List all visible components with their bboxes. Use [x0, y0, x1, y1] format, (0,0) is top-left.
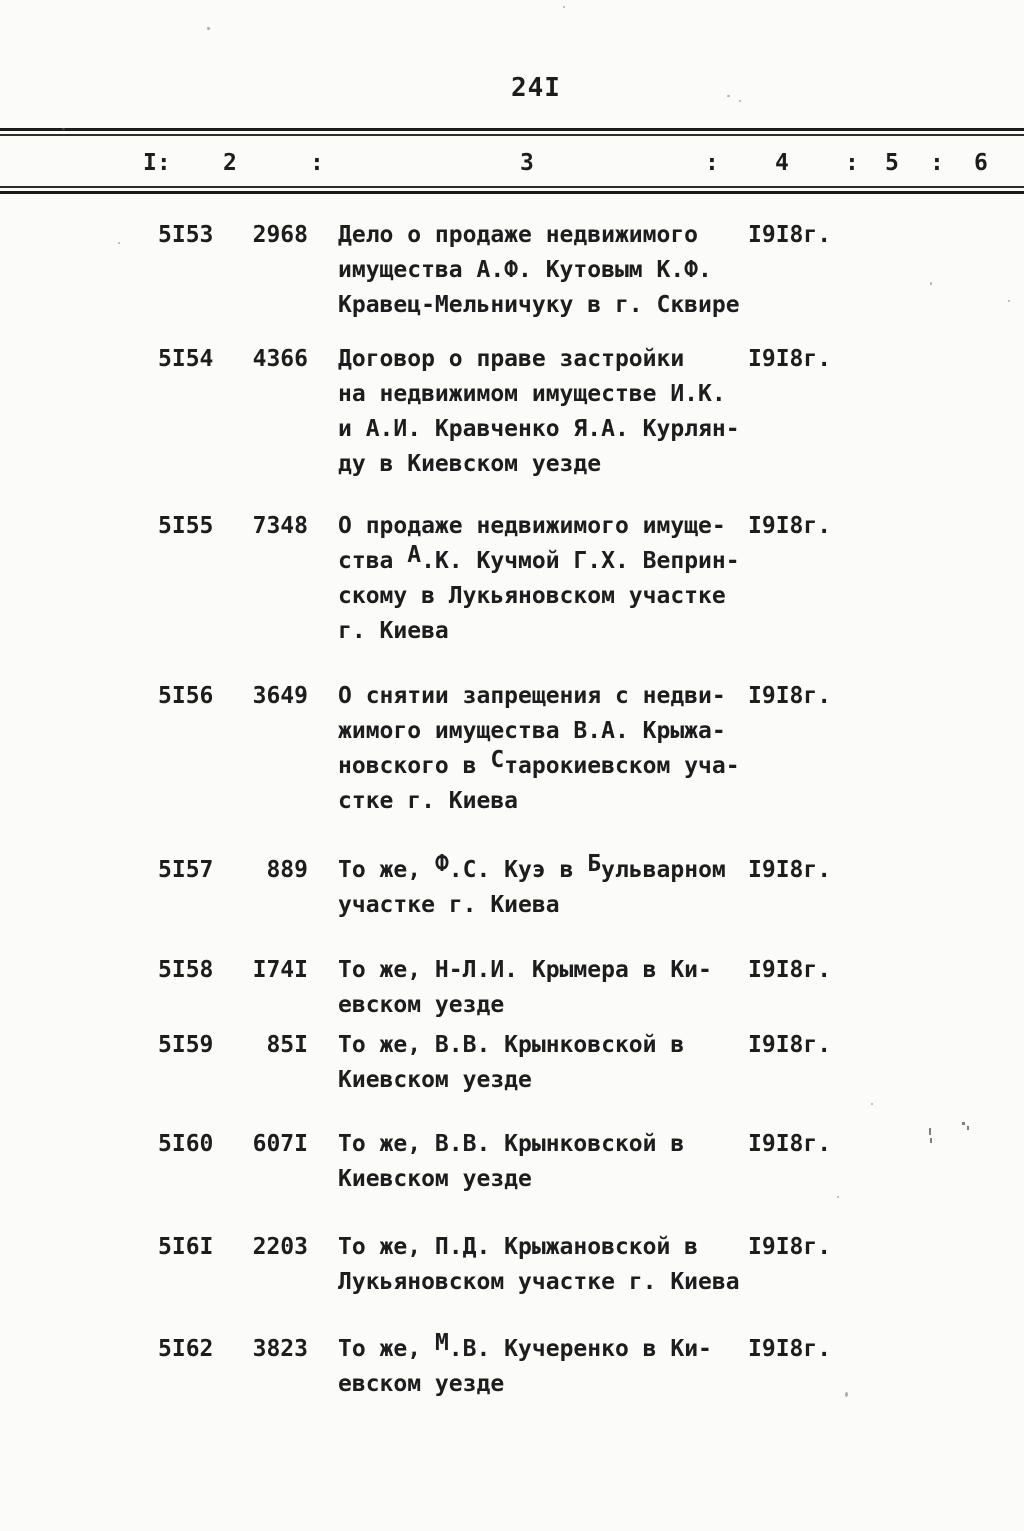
case-title-line: Кравец-Мельничуку в г. Сквире — [338, 292, 740, 318]
case-title-line: То же, М.В. Кучеренко в Ки- — [338, 1330, 712, 1362]
row-number: 5I53 — [158, 222, 214, 248]
old-file-number: I74I — [252, 957, 308, 983]
case-year: I9I8г. — [748, 1032, 832, 1058]
row-number: 5I59 — [158, 1032, 214, 1058]
case-title — [338, 509, 740, 649]
case-title-line: ства А.К. Кучмой Г.Х. Веприн- — [338, 542, 740, 574]
column-header-1: I: — [143, 150, 171, 176]
case-title-line: О снятии запрещения с недви- — [338, 683, 726, 709]
case-title-line: Киевском уезде — [338, 1166, 532, 1192]
scan-speckle — [118, 242, 120, 244]
case-title-line: Киевском уезде — [338, 1067, 532, 1093]
scan-speckle — [837, 1196, 839, 1198]
case-title — [338, 853, 726, 923]
case-title-line: имущества А.Ф. Кутовым К.Ф. — [338, 257, 712, 283]
case-year: I9I8г. — [748, 857, 832, 883]
table-header-row — [0, 146, 1024, 181]
row-number: 5I55 — [158, 513, 214, 539]
case-year: I9I8г. — [748, 513, 832, 539]
case-title — [338, 953, 712, 1023]
scan-speckle — [62, 128, 65, 130]
case-title-line: скому в Лукьяновском участке — [338, 583, 726, 609]
case-title-line: на недвижимом имуществе И.К. — [338, 381, 726, 407]
scan-speckle — [871, 1103, 873, 1105]
column-separator: : — [705, 150, 719, 176]
case-year: I9I8г. — [748, 1234, 832, 1260]
row-number: 5I56 — [158, 683, 214, 709]
old-file-number: 85I — [266, 1032, 308, 1058]
row-number: 5I54 — [158, 346, 214, 372]
case-year: I9I8г. — [748, 346, 832, 372]
case-title — [338, 1028, 684, 1098]
case-title-line: То же, Ф.С. Куэ в Бульварном — [338, 851, 726, 883]
old-file-number: 7348 — [252, 513, 308, 539]
case-title-line: Договор о праве застройки — [338, 346, 685, 372]
case-title-line: евском уезде — [338, 992, 505, 1018]
table-top-rule-double — [0, 134, 1024, 136]
case-title-line: участке г. Киева — [338, 892, 560, 918]
row-number: 5I60 — [158, 1131, 214, 1157]
case-title — [338, 1332, 712, 1402]
old-file-number: 607I — [252, 1131, 308, 1157]
page-number: 24I — [511, 73, 561, 103]
column-separator: : — [930, 150, 944, 176]
case-title — [338, 679, 740, 819]
case-title-line: г. Киева — [338, 618, 449, 644]
case-title — [338, 218, 740, 323]
scan-speckle — [727, 95, 730, 97]
case-title-line: О продаже недвижимого имуще- — [338, 513, 726, 539]
old-file-number: 2203 — [252, 1234, 308, 1260]
header-bottom-rule-double — [0, 186, 1024, 188]
case-title-line: Лукьяновском участке г. Киева — [338, 1269, 740, 1295]
case-title-line: евском уезде — [338, 1371, 505, 1397]
column-header-2: 2 — [223, 150, 237, 176]
case-title-line: жимого имущества В.А. Крыжа- — [338, 718, 726, 744]
case-title-line: То же, В.В. Крынковской в — [338, 1032, 685, 1058]
case-title — [338, 1230, 740, 1300]
case-year: I9I8г. — [748, 222, 832, 248]
old-file-number: 889 — [266, 857, 308, 883]
case-title-line: То же, В.В. Крынковской в — [338, 1131, 685, 1157]
column-header-6: 6 — [974, 150, 988, 176]
table-top-rule — [0, 128, 1024, 131]
case-title-line: Дело о продаже недвижимого — [338, 222, 699, 248]
case-title — [338, 1127, 684, 1197]
scan-speckle — [563, 6, 565, 8]
old-file-number: 3823 — [252, 1336, 308, 1362]
scan-speckle — [930, 282, 932, 285]
case-title-line: То же, П.Д. Крыжановской в — [338, 1234, 699, 1260]
column-separator: : — [845, 150, 859, 176]
scan-speckle — [1008, 300, 1010, 302]
old-file-number: 3649 — [252, 683, 308, 709]
old-file-number: 4366 — [252, 346, 308, 372]
margin-mark — [930, 1138, 932, 1143]
margin-mark — [929, 1128, 931, 1135]
case-title — [338, 342, 740, 482]
case-year: I9I8г. — [748, 1131, 832, 1157]
old-file-number: 2968 — [252, 222, 308, 248]
header-bottom-rule — [0, 191, 1024, 194]
case-title-line: стке г. Киева — [338, 788, 519, 814]
case-title-line: новского в Старокиевском уча- — [338, 747, 740, 779]
case-year: I9I8г. — [748, 683, 832, 709]
column-header-4: 4 — [775, 150, 789, 176]
column-separator: : — [310, 150, 324, 176]
scan-speckle — [845, 1392, 848, 1397]
case-title-line: ду в Киевском уезде — [338, 451, 602, 477]
row-number: 5I57 — [158, 857, 214, 883]
scan-speckle — [739, 100, 741, 102]
column-header-5: 5 — [885, 150, 899, 176]
column-header-3: 3 — [520, 150, 534, 176]
row-number: 5I62 — [158, 1336, 214, 1362]
case-title-line: То же, Н-Л.И. Крымера в Ки- — [338, 957, 712, 983]
case-title-line: и А.И. Кравченко Я.А. Курлян- — [338, 416, 740, 442]
margin-mark — [967, 1126, 969, 1130]
row-number: 5I6I — [158, 1234, 214, 1260]
row-number: 5I58 — [158, 957, 214, 983]
case-year: I9I8г. — [748, 957, 832, 983]
margin-mark — [962, 1122, 965, 1125]
scan-speckle — [207, 27, 210, 30]
case-year: I9I8г. — [748, 1336, 832, 1362]
